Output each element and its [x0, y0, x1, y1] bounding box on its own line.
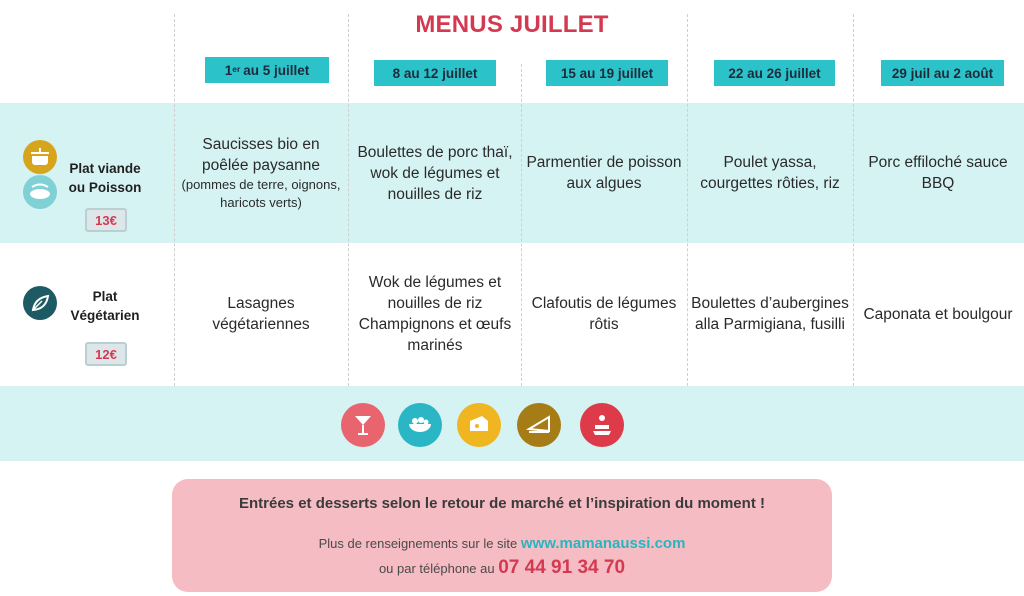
meat-dish-week-3: Parmentier de poisson aux algues [526, 154, 682, 192]
salad-bowl-icon [398, 403, 442, 447]
column-divider [687, 14, 688, 386]
meat-dish-week-1 [180, 108, 342, 238]
info-site-prefix: Plus de renseignements sur le site [318, 536, 518, 551]
dessert-band [0, 386, 1024, 461]
category-line: Plat viande [69, 161, 141, 176]
leaf-icon [23, 286, 57, 320]
website-link[interactable]: www.mamanaussi.com [520, 535, 686, 552]
cooking-pot-icon [23, 140, 57, 174]
veg-dish-week-5: Caponata et boulgour [863, 305, 1013, 323]
week-header-4: 22 au 26 juillet [714, 60, 835, 86]
week-header-3: 15 au 19 juillet [546, 60, 668, 86]
price-badge-veg: 12€ [85, 342, 127, 366]
column-divider [174, 14, 175, 386]
meat-dish-week-2: Boulettes de porc thaï, wok de légumes et nouilles de riz [357, 143, 513, 203]
category-line: ou Poisson [68, 180, 142, 195]
column-divider [348, 14, 349, 386]
week-header-5: 29 juil au 2 août [881, 60, 1004, 86]
column-divider [521, 64, 522, 386]
week-day: 1 [224, 62, 233, 78]
category-meat-label [60, 159, 150, 197]
column-divider [853, 14, 854, 386]
week-ordinal: er [232, 64, 241, 74]
phone-number[interactable]: 07 44 91 34 70 [498, 557, 626, 578]
veg-dish-week-1: Lasagnes végétariennes [212, 295, 310, 333]
category-veg-label [60, 287, 150, 325]
week-header-1 [205, 57, 329, 83]
pie-slice-icon [517, 403, 561, 447]
dish-name: Saucisses bio en poêlée paysanne [201, 136, 321, 174]
meat-dish-week-5: Porc effiloché sauce BBQ [868, 154, 1008, 192]
price-badge-meat: 13€ [85, 208, 127, 232]
veg-dish-week-4: Boulettes d’aubergines alla Parmigiana, fusilli [691, 295, 849, 333]
page-title: MENUS JUILLET [415, 11, 609, 38]
dish-detail: (pommes de terre, oignons, haricots verts) [181, 177, 341, 210]
info-main-text: Entrées et desserts selon le retour de marché et l’inspiration du moment ! [239, 495, 765, 512]
veg-dish-week-3: Clafoutis de légumes rôtis [531, 295, 677, 333]
info-site-line [172, 535, 832, 552]
category-line: Végétarien [70, 308, 140, 323]
week-header-2: 8 au 12 juillet [374, 60, 496, 86]
week-label: au 5 juillet [243, 62, 310, 78]
info-phone-prefix: ou par téléphone au [378, 561, 495, 576]
category-line: Plat [92, 289, 118, 304]
fish-plate-icon [23, 175, 57, 209]
info-phone-line [172, 557, 832, 579]
veg-dish-week-2: Wok de légumes et nouilles de riz Champignons et œufs marinés [358, 274, 512, 354]
cocktail-icon [341, 403, 385, 447]
info-box [172, 479, 832, 592]
cheese-icon [457, 403, 501, 447]
meat-dish-week-4: Poulet yassa, courgettes rôties, riz [700, 154, 840, 192]
dessert-icon [580, 403, 624, 447]
